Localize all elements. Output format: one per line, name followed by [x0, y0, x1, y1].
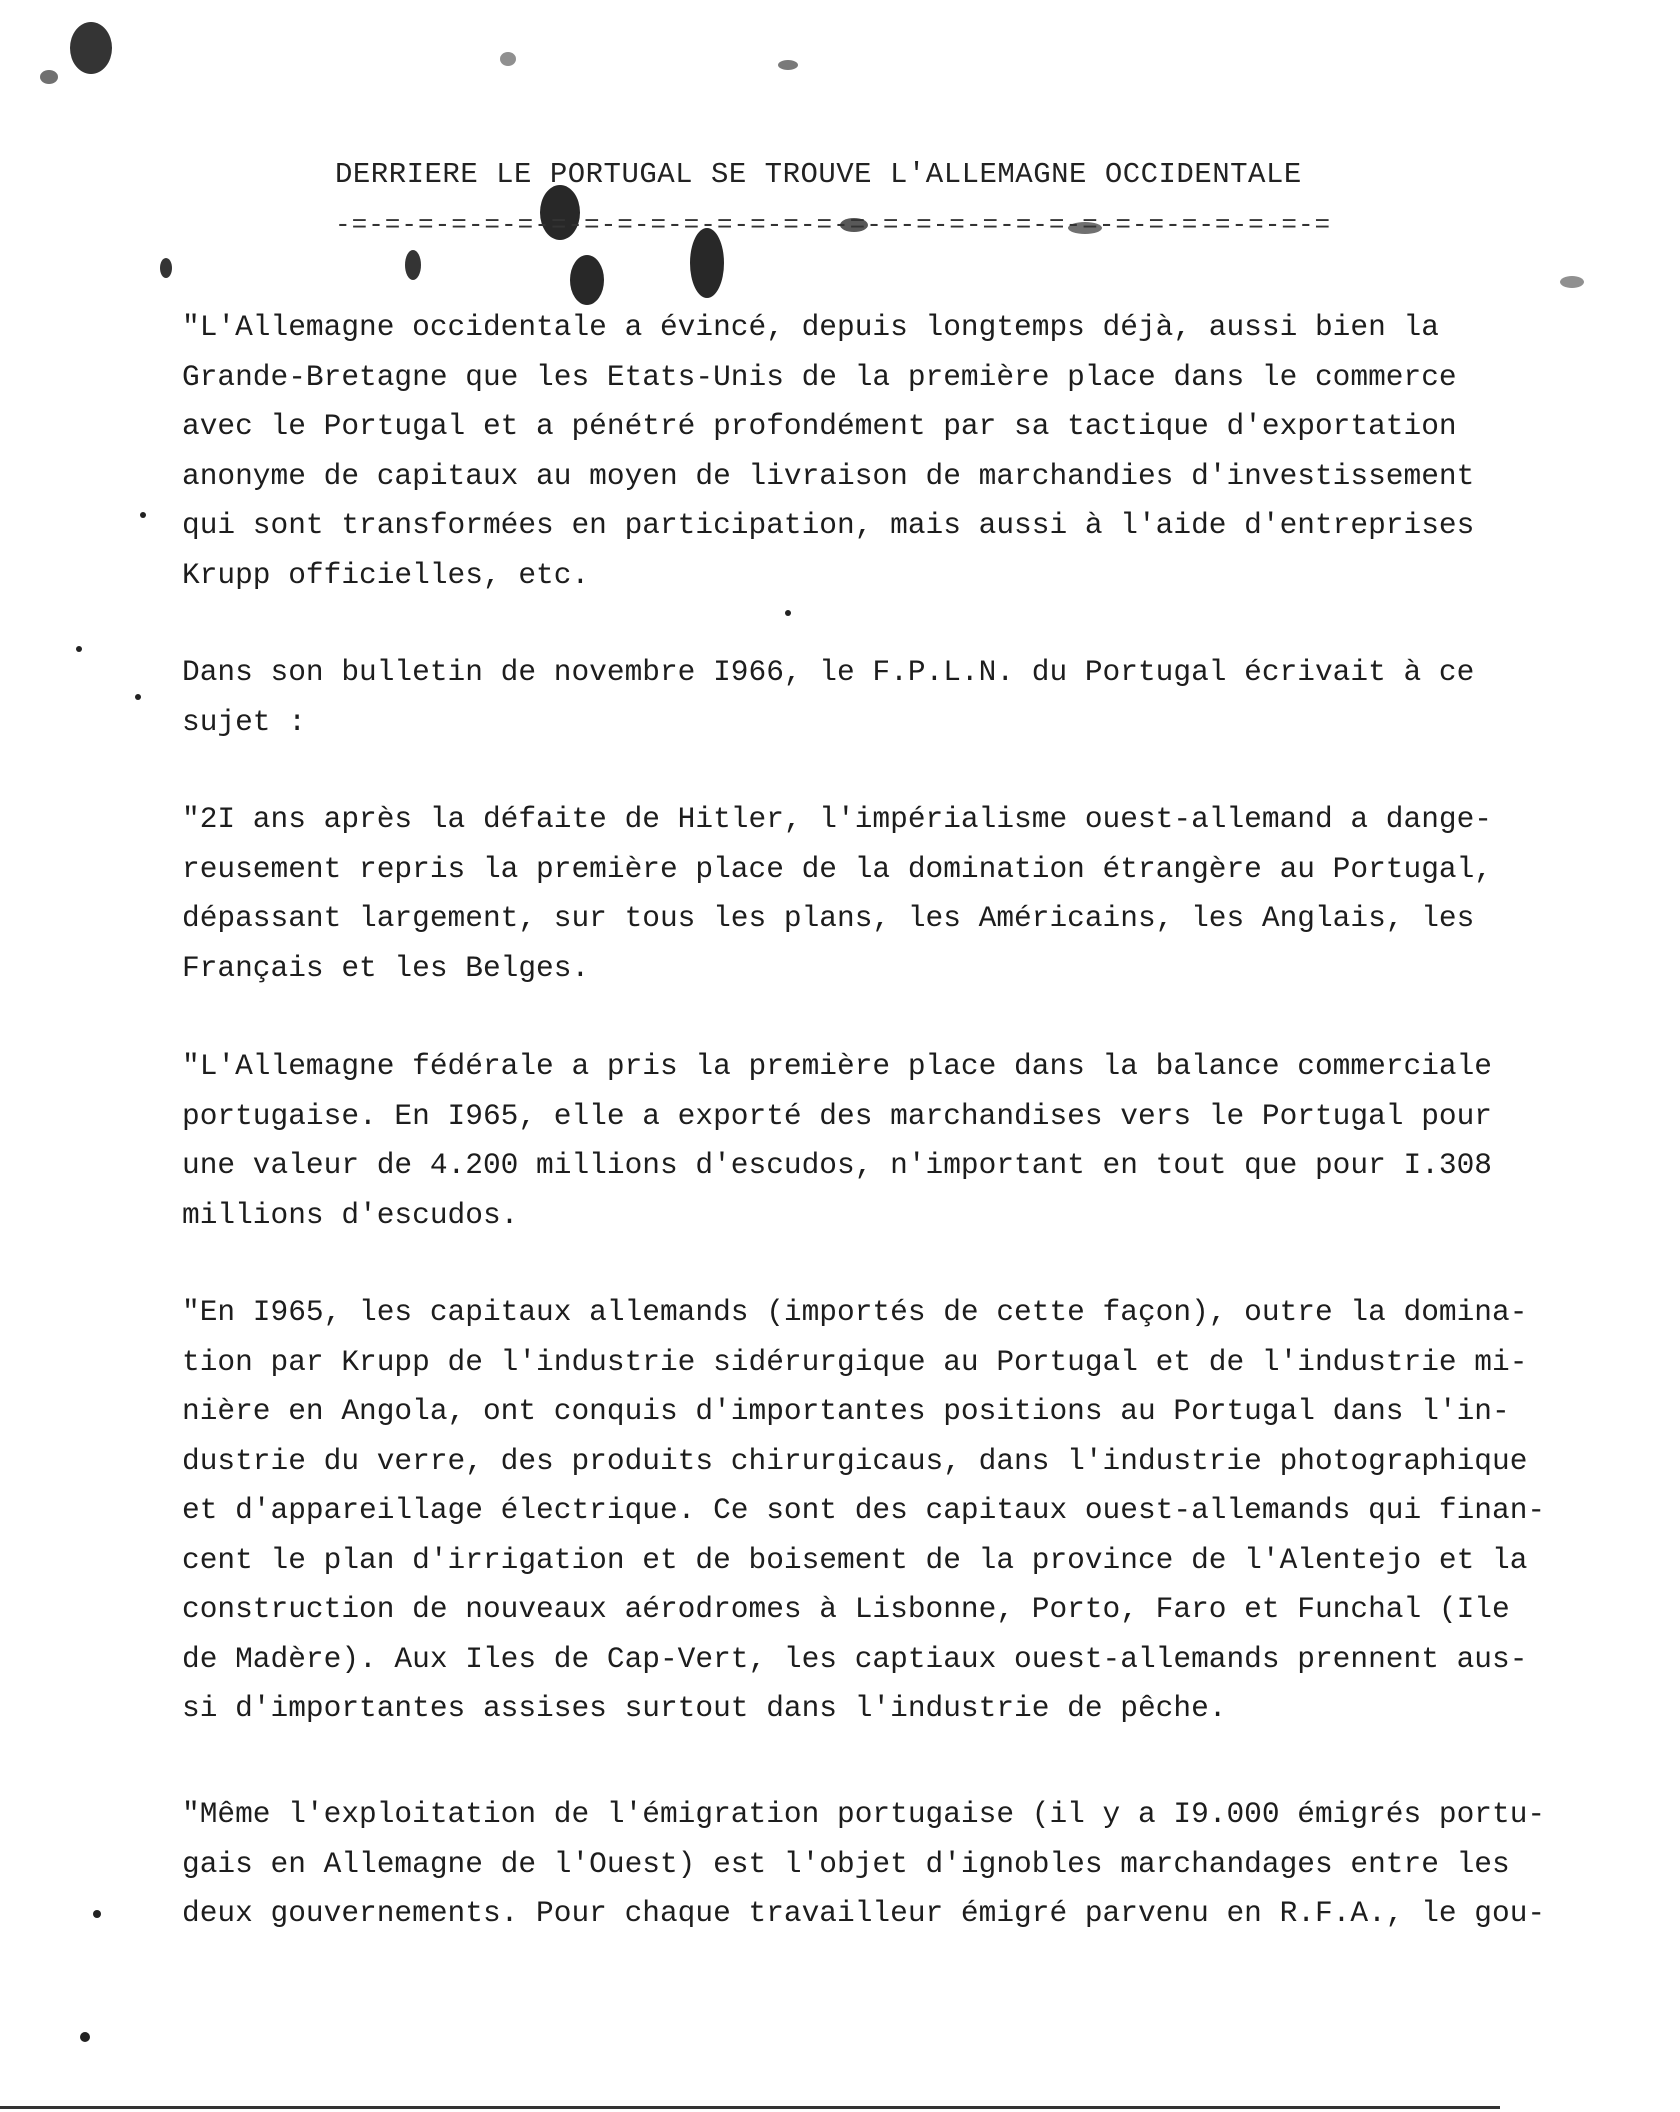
ink-blot-left-margin: [160, 258, 172, 278]
paragraph-5: "En I965, les capitaux allemands (importés de cette façon), outre la domina- tion par Krupp de l'industrie sidérurgique au Portugal et de l'industrie mi- nière en Angola, ont conquis d'importantes positions au Portugal dans l'in- dustrie du verre, des produits chirurgicaus, dans l'industrie photographique et d'appareillage électrique. Ce sont des capitaux ouest-allemands qui finan- cent le plan d'irrigation et de boisement de la province de l'Alentejo et la construction de nouveaux aérodromes à Lisbonne, Porto, Faro et Funchal (Ile de Madère). Aux Iles de Cap-Vert, les captiaux ouest-allemands prennent aus- si d'importantes assises surtout dans l'industrie de pêche.: [182, 1295, 1546, 1725]
paragraph-1: "L'Allemagne occidentale a évincé, depuis longtemps déjà, aussi bien la Grande-Bretagne que les Etats-Unis de la première place dans le commerce avec le Portugal et a pénétré profondément par sa tactique d'exportation anonyme de capitaux au moyen de livraison de marchandies d'investissement qui sont transformées en participation, mais aussi à l'aide d'entreprises Krupp officielles, etc.: [182, 310, 1475, 592]
paragraph-3: "2I ans après la défaite de Hitler, l'impérialisme ouest-allemand a dange- reusement repris la première place de la domination étrangère au Portugal, dépassant largement, sur tous les plans, les Américains, les Anglais, les Français et les Belges.: [182, 802, 1493, 985]
ink-blot-top-left-small: [40, 70, 58, 84]
scan-speck: [500, 52, 516, 66]
scan-speck: [1560, 276, 1584, 288]
page-bottom-edge: [0, 2106, 1500, 2109]
scan-speck: [785, 610, 791, 616]
title-underline-rule: -=-=-=-=-=-=-=-=-=-=-=-=-=-=-=-=-=-=-=-=-=-=-=-=-=-=-=-=-=-=: [335, 210, 1332, 240]
scan-speck: [778, 60, 798, 70]
ink-blot-top-left: [70, 22, 112, 74]
paragraph-2: Dans son bulletin de novembre I966, le F.P.L.N. du Portugal écrivait à ce sujet :: [182, 655, 1475, 739]
scan-speck: [135, 694, 141, 700]
scan-speck: [140, 512, 146, 518]
ink-blot-title-2: [570, 255, 604, 305]
paragraph-6: "Même l'exploitation de l'émigration portugaise (il y a I9.000 émigrés portu- gais en Allemagne de l'Ouest) est l'objet d'ignobles marchandages entre les deux gouvernements. Pour chaque travailleur émigré parvenu en R.F.A., le gou-: [182, 1797, 1546, 1930]
scan-speck: [93, 1910, 101, 1918]
paragraph-4: "L'Allemagne fédérale a pris la première place dans la balance commerciale portugaise. En I965, elle a exporté des marchandises vers le Portugal pour une valeur de 4.200 millions d'escudos, n'important en tout que pour I.308 millions d'escudos.: [182, 1049, 1493, 1232]
scan-speck: [76, 646, 82, 652]
ink-blot-title-4: [405, 250, 421, 280]
document-title: DERRIERE LE PORTUGAL SE TROUVE L'ALLEMAGNE OCCIDENTALE: [335, 158, 1302, 191]
scan-speck: [80, 2032, 90, 2042]
